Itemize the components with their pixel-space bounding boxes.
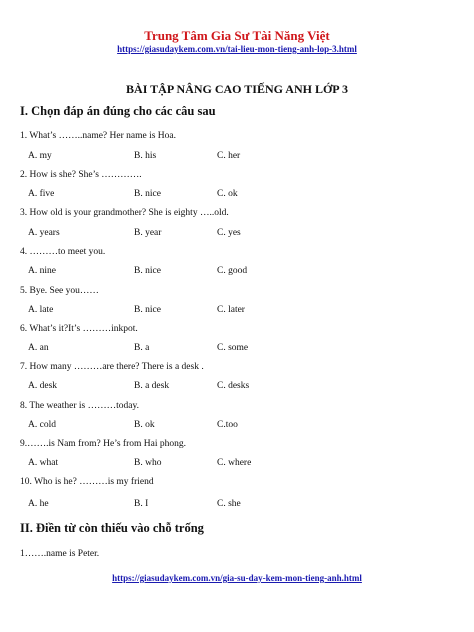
question-2: 2. How is she? She’s …………. [20,170,142,180]
option-3b: B. year [134,228,162,238]
option-10c: C. she [217,499,241,509]
option-1c: C. her [217,151,241,161]
option-10b: B. I [134,499,149,509]
worksheet-title: BÀI TẬP NÂNG CAO TIẾNG ANH LỚP 3 [126,82,348,96]
option-4c: C. good [217,266,248,276]
option-1a: A. my [28,151,52,161]
question-4: 4. ………to meet you. [20,247,106,257]
option-1b: B. his [134,151,157,161]
option-8c: C.too [217,420,238,430]
option-2b: B. nice [134,189,161,199]
option-8a: A. cold [28,420,56,430]
option-4b: B. nice [134,266,161,276]
option-3c: C. yes [217,228,241,238]
question-5: 5. Bye. See you…… [20,286,99,296]
option-5b: B. nice [134,305,161,315]
option-8b: B. ok [134,420,155,430]
option-6a: A. an [28,343,49,353]
source-link-top[interactable]: https://giasudaykem.com.vn/tai-lieu-mon-tieng-anh-lop-3.html [117,44,357,54]
option-7c: C. desks [217,381,250,391]
question-10: 10. Who is he? ………is my friend [20,477,154,487]
option-9c: C. where [217,458,252,468]
option-3a: A. years [28,228,60,238]
question-6: 6. What’s it?It’s ………inkpot. [20,324,138,334]
option-9a: A. what [28,458,59,468]
question-1: 1. What’s ……..name? Her name is Hoa. [20,131,177,141]
section-1-heading: I. Chọn đáp án đúng cho các câu sau [20,104,216,118]
option-7a: A. desk [28,381,58,391]
option-4a: A. nine [28,266,56,276]
option-10a: A. he [28,499,49,509]
option-2a: A. five [28,189,55,199]
option-6b: B. a [134,343,150,353]
option-5c: C. later [217,305,245,315]
option-2c: C. ok [217,189,238,199]
section-2-heading: II. Điền từ còn thiếu vào chỗ trống [20,521,204,535]
option-9b: B. who [134,458,162,468]
source-link-bottom[interactable]: https://giasudaykem.com.vn/gia-su-day-kem-mon-tieng-anh.html [112,573,362,583]
option-7b: B. a desk [134,381,170,391]
option-5a: A. late [28,305,54,315]
question-7: 7. How many ………are there? There is a desk . [20,362,204,372]
question-8: 8. The weather is ………today. [20,401,139,411]
question-3: 3. How old is your grandmother? She is eighty …..old. [20,208,229,218]
option-6c: C. some [217,343,249,353]
question-9: 9.…….is Nam from? He’s from Hai phong. [20,439,186,449]
brand-title: Trung Tâm Gia Sư Tài Năng Việt [144,28,330,43]
fill-in-line-1: 1…….name is Peter. [20,549,100,559]
